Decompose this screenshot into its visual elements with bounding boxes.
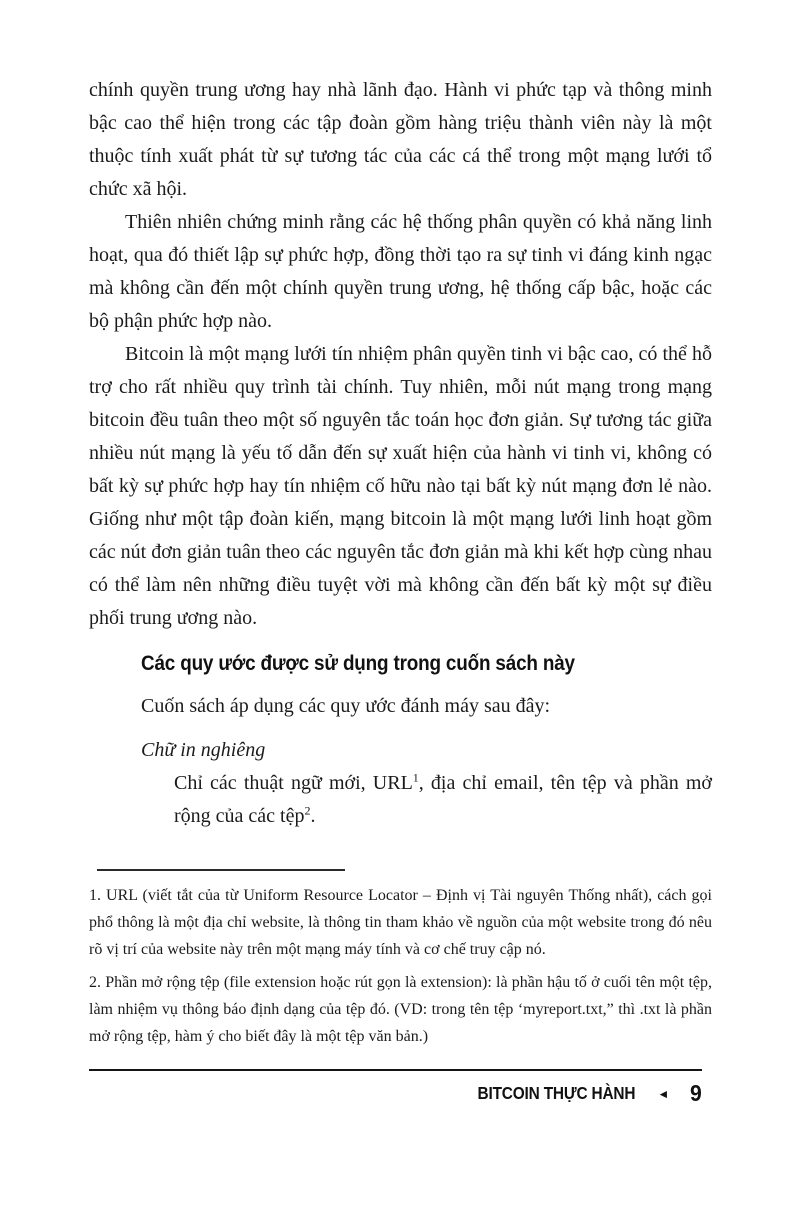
running-title: BITCOIN THỰC HÀNH [477,1083,636,1103]
footer-rule [89,1069,702,1071]
conventions-section [141,651,712,833]
footnote-ref-1: 1 [412,770,419,785]
body-paragraph: chính quyền trung ương hay nhà lãnh đạo. Hành vi phức tạp và thông minh bậc cao thể hiện trong các tập đoàn gồm hàng triệu thành viên này là một thuộc tính xuất phát từ sự tương tác của các cá thể trong một mạng lưới tổ chức xã hội. [89,79,712,200]
left-arrow-icon: ◄ [657,1086,670,1101]
footnotes-block [89,882,712,1050]
conventions-intro: Cuốn sách áp dụng các quy ước đánh máy sau đây: [141,695,551,717]
usage-text: Chỉ các thuật ngữ mới, URL [174,772,413,794]
section-heading: Các quy ước được sử dụng trong cuốn sách này [141,652,575,675]
footnote-1: 1. URL (viết tắt của từ Uniform Resource Locator – Định vị Tài nguyên Thống nhất), cách gọi phổ thông là một địa chỉ website, là thông tin tham khảo về nguồn của một website trong đó nêu rõ vị trí của website này trên một mạng máy tính và cơ chế truy cập nó. [89,887,712,958]
footnote-2: 2. Phần mở rộng tệp (file extension hoặc rút gọn là extension): là phần hậu tố ở cuối tên một tệp, làm nhiệm vụ thông báo định dạng của tệp đó. (VD: trong tên tệp ‘myreport.txt,” thì .txt là phần mở rộng tệp, hàm ý cho biết đây là một tệp văn bản.) [89,974,712,1045]
footnote-separator [97,869,345,871]
body-paragraph: Thiên nhiên chứng minh rằng các hệ thống phân quyền có khả năng linh hoạt, qua đó thiết lập sự phức hợp, đồng thời tạo ra sự tinh vi đáng kinh ngạc mà không cần đến một chính quyền trung ương, hệ thống cấp bậc, hoặc các bộ phận phức hợp nào. [89,211,712,332]
page-content [89,74,712,1107]
page-number: 9 [690,1080,702,1106]
usage-text: . [310,805,316,827]
body-paragraph: Bitcoin là một mạng lưới tín nhiệm phân quyền tinh vi bậc cao, có thể hỗ trợ cho rất nhiều quy trình tài chính. Tuy nhiên, mỗi nút mạng trong mạng bitcoin đều tuân theo một số nguyên tắc toán học đơn giản. Sự tương tác giữa nhiều nút mạng là yếu tố dẫn đến sự xuất hiện của hành vi tinh vi, không có bất kỳ sự phức hợp hay tín nhiệm cố hữu nào tại bất kỳ nút mạng đơn lẻ nào. Giống như một tập đoàn kiến, mạng bitcoin là một mạng lưới linh hoạt gồm các nút đơn giản tuân theo các nguyên tắc đơn giản mà khi kết hợp cùng nhau có thể làm nên những điều tuyệt vời mà không cần đến bất kỳ một sự điều phối trung ương nào. [89,343,712,629]
usage-text: , địa chỉ email, tên tệp và phần mở rộng của các tệp [174,772,712,827]
italic-convention-label: Chữ in nghiêng [141,739,266,761]
footnote-ref-2: 2 [304,803,311,818]
conventions-usage [174,767,712,833]
page-footer [89,1080,702,1107]
